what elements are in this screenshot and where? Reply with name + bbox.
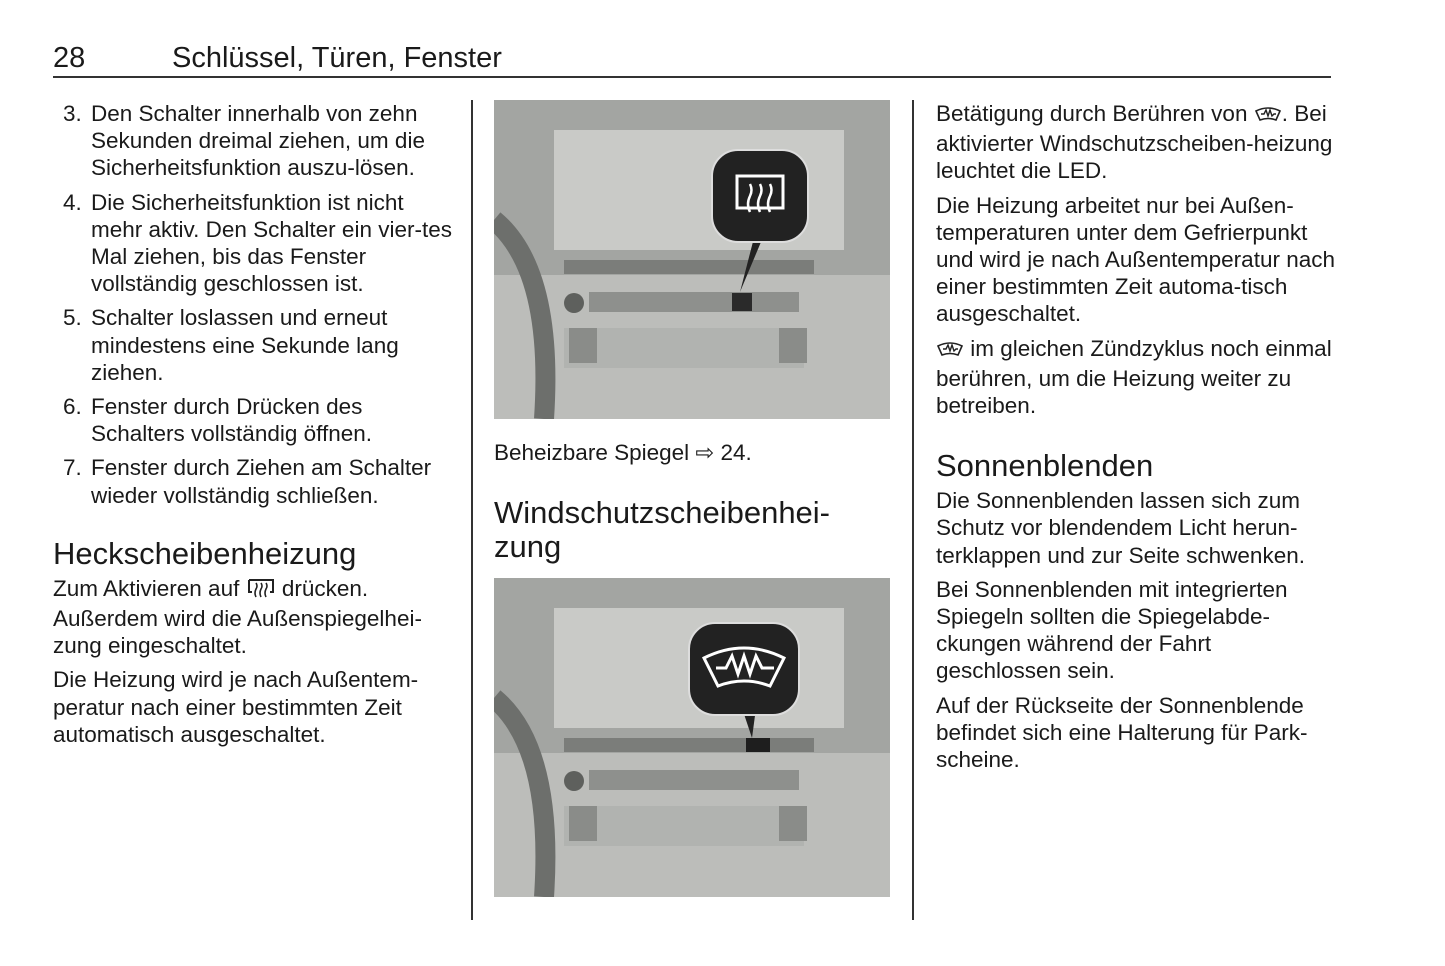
column-divider [471, 100, 473, 920]
column-divider [912, 100, 914, 920]
section-heading: Sonnenblenden [936, 448, 1154, 484]
windscreen-heater-icon [936, 338, 964, 365]
paragraph: Die Sonnenblenden lassen sich zum Schutz vor blendendem Licht herun-terklappen und zur Seite schwenken. [936, 488, 1305, 568]
column-3 [936, 100, 1336, 780]
list-item: 4. Die Sicherheitsfunktion ist nicht mehr aktiv. Den Schalter ein vier-tes Mal ziehen, bis das Fenster vollständig geschlossen ist. [63, 189, 452, 297]
figure-rear-heater [494, 100, 890, 419]
chapter-title: Schlüssel, Türen, Fenster [172, 42, 502, 74]
section-heading: Windschutzscheibenhei- zung [494, 495, 831, 565]
paragraph: Beheizbare Spiegel ⇨ 24. [494, 440, 752, 465]
paragraph: Die Heizung wird je nach Außentem-peratur nach einer bestimmten Zeit automatisch ausgeschaltet. [53, 667, 419, 747]
paragraph: Auf der Rückseite der Sonnenblende befindet sich eine Halterung für Park-scheine. [936, 692, 1308, 773]
paragraph: Die Heizung arbeitet nur bei Außen-temperaturen unter dem Gefrierpunkt und wird je nach Außentemperatur nach einer bestimmten Zeit automa-tisch ausgeschaltet. [936, 192, 1335, 327]
figure-windscreen-heater [494, 578, 890, 897]
page-header [53, 40, 1331, 78]
steps-list [53, 100, 453, 509]
section-heading: Heckscheibenheizung [53, 535, 357, 571]
page-number: 28 [53, 42, 86, 74]
paragraph: Bei Sonnenblenden mit integrierten Spiegeln sollten die Spiegelabde-ckungen während der Fahrt geschlossen sein. [936, 576, 1288, 684]
list-item: 3. Den Schalter innerhalb von zehn Sekunden dreimal ziehen, um die Sicherheitsfunktion auszu-lösen. [63, 101, 425, 181]
paragraph: Betätigung durch Berühren von . Bei aktivierter Windschutzscheiben-heizung leuchtet die LED. [936, 101, 1333, 184]
paragraph: im gleichen Zündzyklus noch einmal berühren, um die Heizung weiter zu betreiben. [936, 335, 1332, 419]
list-item: 6. Fenster durch Drücken des Schalters vollständig öffnen. [63, 394, 373, 447]
column-1 [53, 100, 453, 755]
page-reference-link[interactable]: 24. [720, 440, 752, 465]
rear-window-heater-icon [246, 577, 276, 605]
list-item: 5. Schalter loslassen und erneut mindestens eine Sekunde lang ziehen. [63, 305, 399, 385]
windscreen-heater-icon [1254, 103, 1282, 130]
column-2 [494, 100, 894, 897]
paragraph: Zum Aktivieren auf drücken. Außerdem wird die Außenspiegelhei-zung eingeschaltet. [53, 575, 422, 659]
list-item: 7. Fenster durch Ziehen am Schalter wieder vollständig schließen. [63, 455, 432, 508]
cross-reference-arrow-icon: ⇨ [695, 440, 715, 465]
